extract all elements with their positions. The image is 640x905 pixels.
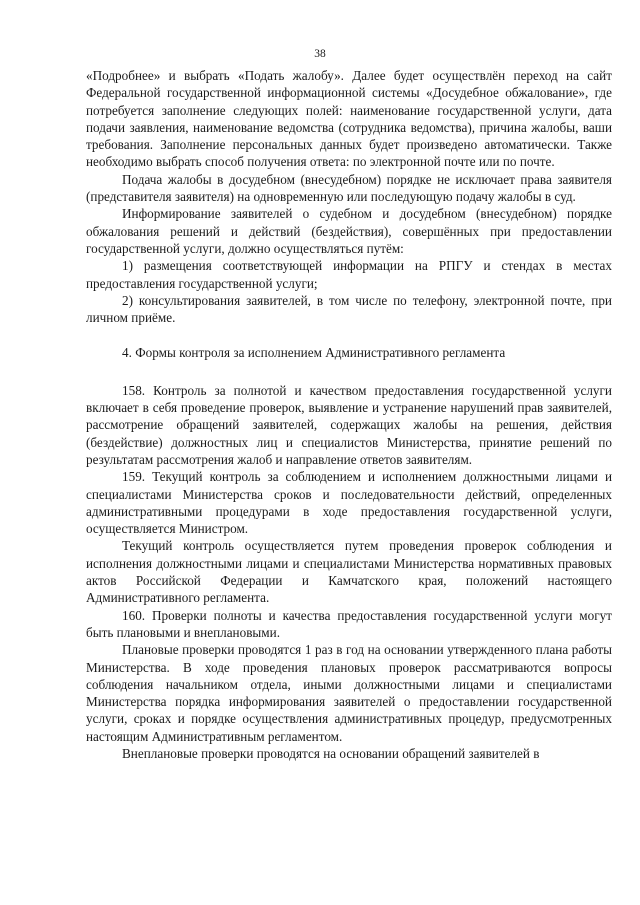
list-item-consulting: 2) консультирования заявителей, в том числе по телефону, электронной почте, при личном приёме.	[86, 292, 612, 326]
page-number: 38	[314, 48, 326, 60]
paragraph-court-right: Подача жалобы в досудебном (внесудебном) порядке не исключает права заявителя (представителя заявителя) на одновременную или последующую подачу жалобы в суд.	[86, 171, 612, 205]
list-item-rpgu: 1) размещения соответствующей информации на РПГУ и стендах в местах предоставления государственной услуги;	[86, 258, 612, 291]
paragraph-unplanned-checks: Внеплановые проверки проводятся на основании обращений заявителей в	[122, 745, 540, 761]
paragraph-informing: Информирование заявителей о судебном и досудебном (внесудебном) порядке обжалования решений и действий (бездействия), совершённых при предоставлении государственной услуги, должно осуществляться путём:	[86, 206, 612, 256]
paragraph-158: 158. Контроль за полнотой и качеством предоставления государственной услуги включает в себя проведение проверок, выявление и устранение нарушений прав заявителей, рассмотрение обращений заявителей, содержащих жалобы на решения, действия (бездействие) должностных лиц и специалистов Министерства, принятие решений по результатам рассмотрения жалоб и направление ответов заявителям.	[86, 382, 612, 467]
paragraph-159: 159. Текущий контроль за соблюдением и исполнением должностными лицами и специалистами Министерства сроков и последовательности действий, определенных административными процедурами в ходе предоставления государственной услуги, осуществляется Министром.	[86, 469, 612, 537]
paragraph-current-control: Текущий контроль осуществляется путем проведения проверок соблюдения и исполнения должностными лицами и специалистами Министерства нормативных правовых актов Российской Федерации и Камчатского края, положений настоящего Административного регламента.	[86, 538, 612, 606]
paragraph-160: 160. Проверки полноты и качества предоставления государственной услуги могут быть плановыми и внеплановыми.	[86, 607, 612, 640]
paragraph-how-to-file: «Подробнее» и выбрать «Подать жалобу». Далее будет осуществлён переход на сайт Федеральной государственной информационной системы «Досудебное обжалование», где потребуется заполнение следующих полей: наименование государственной услуги, дата подачи заявления, наименование ведомства (сотрудника ведомства), причина жалобы, ваши требования. Заполнение персональных данных будет произведено автоматически. Также необходимо выбрать способ получения ответа: по электронной почте или по почте.	[86, 68, 612, 170]
paragraph-planned-checks: Плановые проверки проводятся 1 раз в год на основании утвержденного плана работы Министерства. В ходе проведения плановых проверок рассматриваются вопросы соблюдения начальником отдела, иными должностными лицами и специалистами Министерства порядка информирования заявителей о предоставлении государственной услуги, сроках и порядке осуществления административных процедур, предусмотренных настоящим Административным регламентом.	[86, 642, 612, 744]
page-body	[86, 67, 612, 762]
section-heading: 4. Формы контроля за исполнением Административного регламента	[122, 345, 506, 361]
